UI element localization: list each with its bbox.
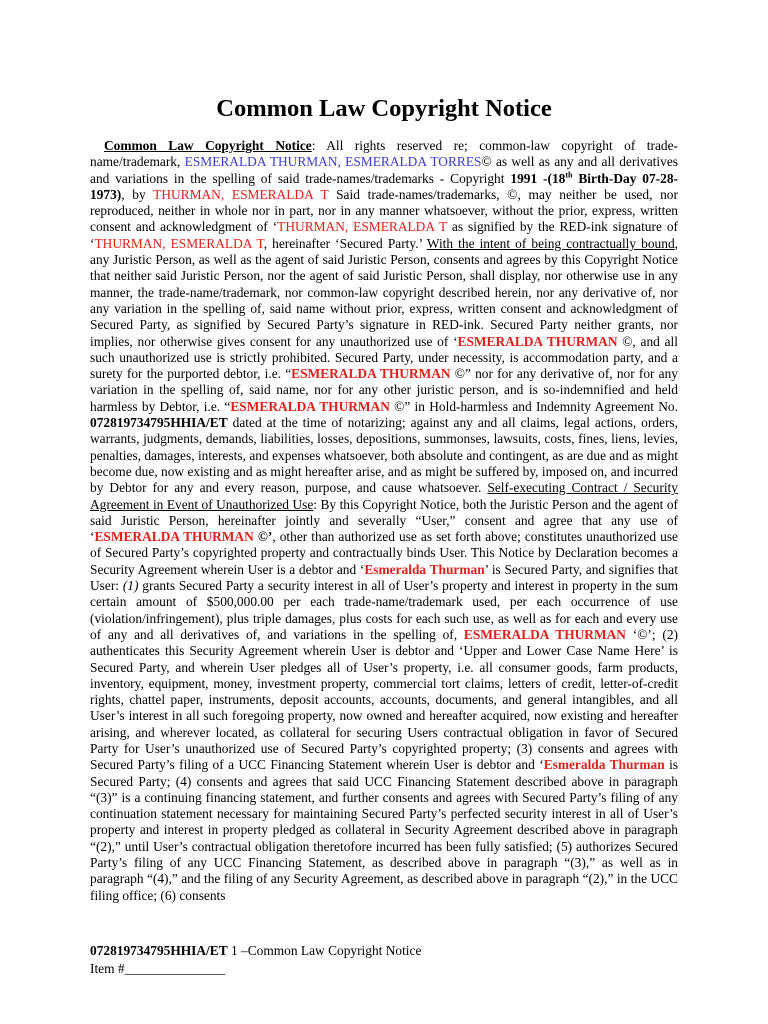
body-segment: Common Law Copyright Notice: [104, 138, 312, 153]
body-segment: THURMAN, ESMERALDA T: [277, 219, 447, 235]
body-segment: ESMERALDA THURMAN: [463, 626, 626, 642]
page-footer: [90, 942, 690, 978]
body-segment: , any Juristic Person, as well as the agent of said Juristic Person, consents and agrees by this Copyright Notice that neither said Juristic Person, nor the agent of said Juristic Person, shall display, nor otherwise use in any manner, the trade-name/trademark, nor common-law copyright described herein, nor any derivative of, nor any variation in the spelling of, said name without prior, express, written consent and acknowledgment of Secured Party, as signified by Secured Party’s signature in RED-ink. Secured Party neither grants, nor implies, nor otherwise gives consent for any unauthorized use of ‘: [90, 235, 678, 349]
footer-doc-number: 072819734795HHIA/ET: [90, 943, 228, 958]
body-segment: : By this Copyright Notice, both the Juristic Person and the agent of said Juristic Person, hereinafter jointly and severally “User,” consent and agree that any use of ‘: [90, 496, 679, 545]
body-segment: THURMAN, ESMERALDA T: [153, 186, 329, 202]
body-segment: 1991 -(18: [510, 170, 566, 186]
footer-doc-line: [90, 942, 690, 960]
body-segment: ESMERALDA THURMAN: [457, 333, 618, 349]
body-segment: dated at the time of notarizing; against any and all claims, legal actions, orders, warrants, judgments, demands, liabilities, losses, depositions, summonses, lawsuits, costs, fines, liens, levies, penalties, damages, interests, and expenses whatsoever, both absolute and contingent, as are due and as might become due, now existing and as might hereafter arise, and as might be suffered by, imposed on, and incurred by Debtor for any and every reason, purpose, and cause whatsoever.: [90, 415, 678, 496]
body-segment: Esmeralda Thurman: [364, 561, 485, 577]
body-segment: Birth-Day 07-28-1973): [90, 170, 678, 202]
body-segment: ©” nor for any derivative of, nor for any variation in the spelling of, said name, nor for any other juristic person, and is so-indemnified and held harmless by Debtor, i.e. “: [90, 366, 678, 414]
body-segment: grants Secured Party a security interest in all of User’s property and interest in property in the sum certain amount of $500,000.00 per each trade-name/trademark used, per each occurrence of use (violation/infringement), plus triple damages, plus costs for each such use, as well as for each and every use of any and all derivatives of, and variations in the spelling of,: [90, 578, 678, 642]
body-segment: , other than authorized use as set forth above; constitutes unauthorized use of Secured Party’s copyrighted property and contractually binds User. This Notice by Declaration becomes a Security Agreement wherein User is a debtor and ‘: [90, 529, 678, 577]
body-segment: ’ is Secured Party, and signifies that User:: [90, 561, 678, 594]
body-segment: , by: [121, 186, 154, 202]
body-segment: ESMERALDA THURMAN, ESMERALDA TORRES: [184, 154, 482, 170]
copyright-notice-body: [90, 138, 678, 904]
body-segment: © as well as any and all derivatives and variations in the spelling of said trade-names/trademarks - Copyright: [90, 154, 678, 186]
body-segment: Esmeralda Thurman: [543, 757, 665, 773]
body-segment: ©” in Hold-harmless and Indemnity Agreement No.: [389, 398, 678, 414]
body-segment: as signified by the RED-ink signature of ‘: [90, 219, 678, 251]
body-segment: is Secured Party; (4) consents and agrees that said UCC Financing Statement described above in paragraph “(3)” is a continuing financing statement, and further consents and agrees with Secured Party’s filing of any continuation statement necessary for maintaining Secured Party’s perfected security interest in all of User’s property and interest in property pledged as collateral in Security Agreement described above in paragraph “(2),” until User’s contractual obligation theretofore incurred has been fully satisfied; (5) authorizes Secured Party’s filing of any UCC Financing Statement, as described above in paragraph “(3),” as well as in paragraph “(4),” and the filing of any Security Agreement, as described above in paragraph “(2),” in the UCC filing office; (6) consents: [90, 757, 679, 903]
body-segment: , hereinafter ‘Secured Party.’: [263, 235, 427, 251]
body-segment: 072819734795HHIA/ET: [90, 415, 228, 431]
body-segment: (1): [122, 578, 139, 594]
body-segment: THURMAN, ESMERALDA T: [94, 235, 264, 251]
footer-item-line: Item #_______________: [90, 961, 226, 976]
document-title: Common Law Copyright Notice: [216, 95, 552, 122]
body-segment: th: [565, 170, 573, 180]
body-segment: With the intent of being contractually bound: [426, 235, 675, 251]
body-segment: : All rights reserved re; common-law copyright of trade-name/trademark,: [90, 138, 678, 170]
body-segment: ©, and all such unauthorized use is strictly prohibited. Secured Party, under necessity, is accommodation party, and a surety for the purported debtor, i.e. “: [90, 333, 678, 382]
body-segment: ©’: [253, 529, 273, 545]
body-segment: Said trade-names/trademarks, ©, may neither be used, nor reproduced, neither in whole nor in part, nor in any manner whatsoever, without the prior, express, written consent and acknowledgment of ‘: [90, 186, 678, 235]
footer-doc-label: 1 –Common Law Copyright Notice: [227, 943, 422, 958]
body-segment: Self-executing Contract / Security Agreement in Event of Unauthorized Use: [90, 480, 678, 512]
body-segment: ESMERALDA THURMAN: [230, 398, 390, 414]
body-segment: ESMERALDA THURMAN: [94, 529, 254, 545]
body-segment: ‘©’; (2) authenticates this Security Agreement wherein User is debtor and ‘Upper and Lower Case Name Here’ is Secured Party, and wherein User pledges all of User’s property, i.e. all consumer goods, farm products, inventory, equipment, money, investment property, commercial tort claims, letters of credit, letter-of-credit rights, chattel paper, instruments, deposit accounts, accounts, documents, and general intangibles, and all User’s interest in all such foregoing property, now owned and hereafter acquired, now existing and hereafter arising, and wherever located, as collateral for securing Users contractual obligation in favor of Secured Party for User’s unauthorized use of Secured Party’s copyrighted property; (3) consents and agrees with Secured Party’s filing of a UCC Financing Statement wherein User is debtor and ‘: [90, 626, 678, 773]
body-segment: ESMERALDA THURMAN: [291, 366, 451, 382]
